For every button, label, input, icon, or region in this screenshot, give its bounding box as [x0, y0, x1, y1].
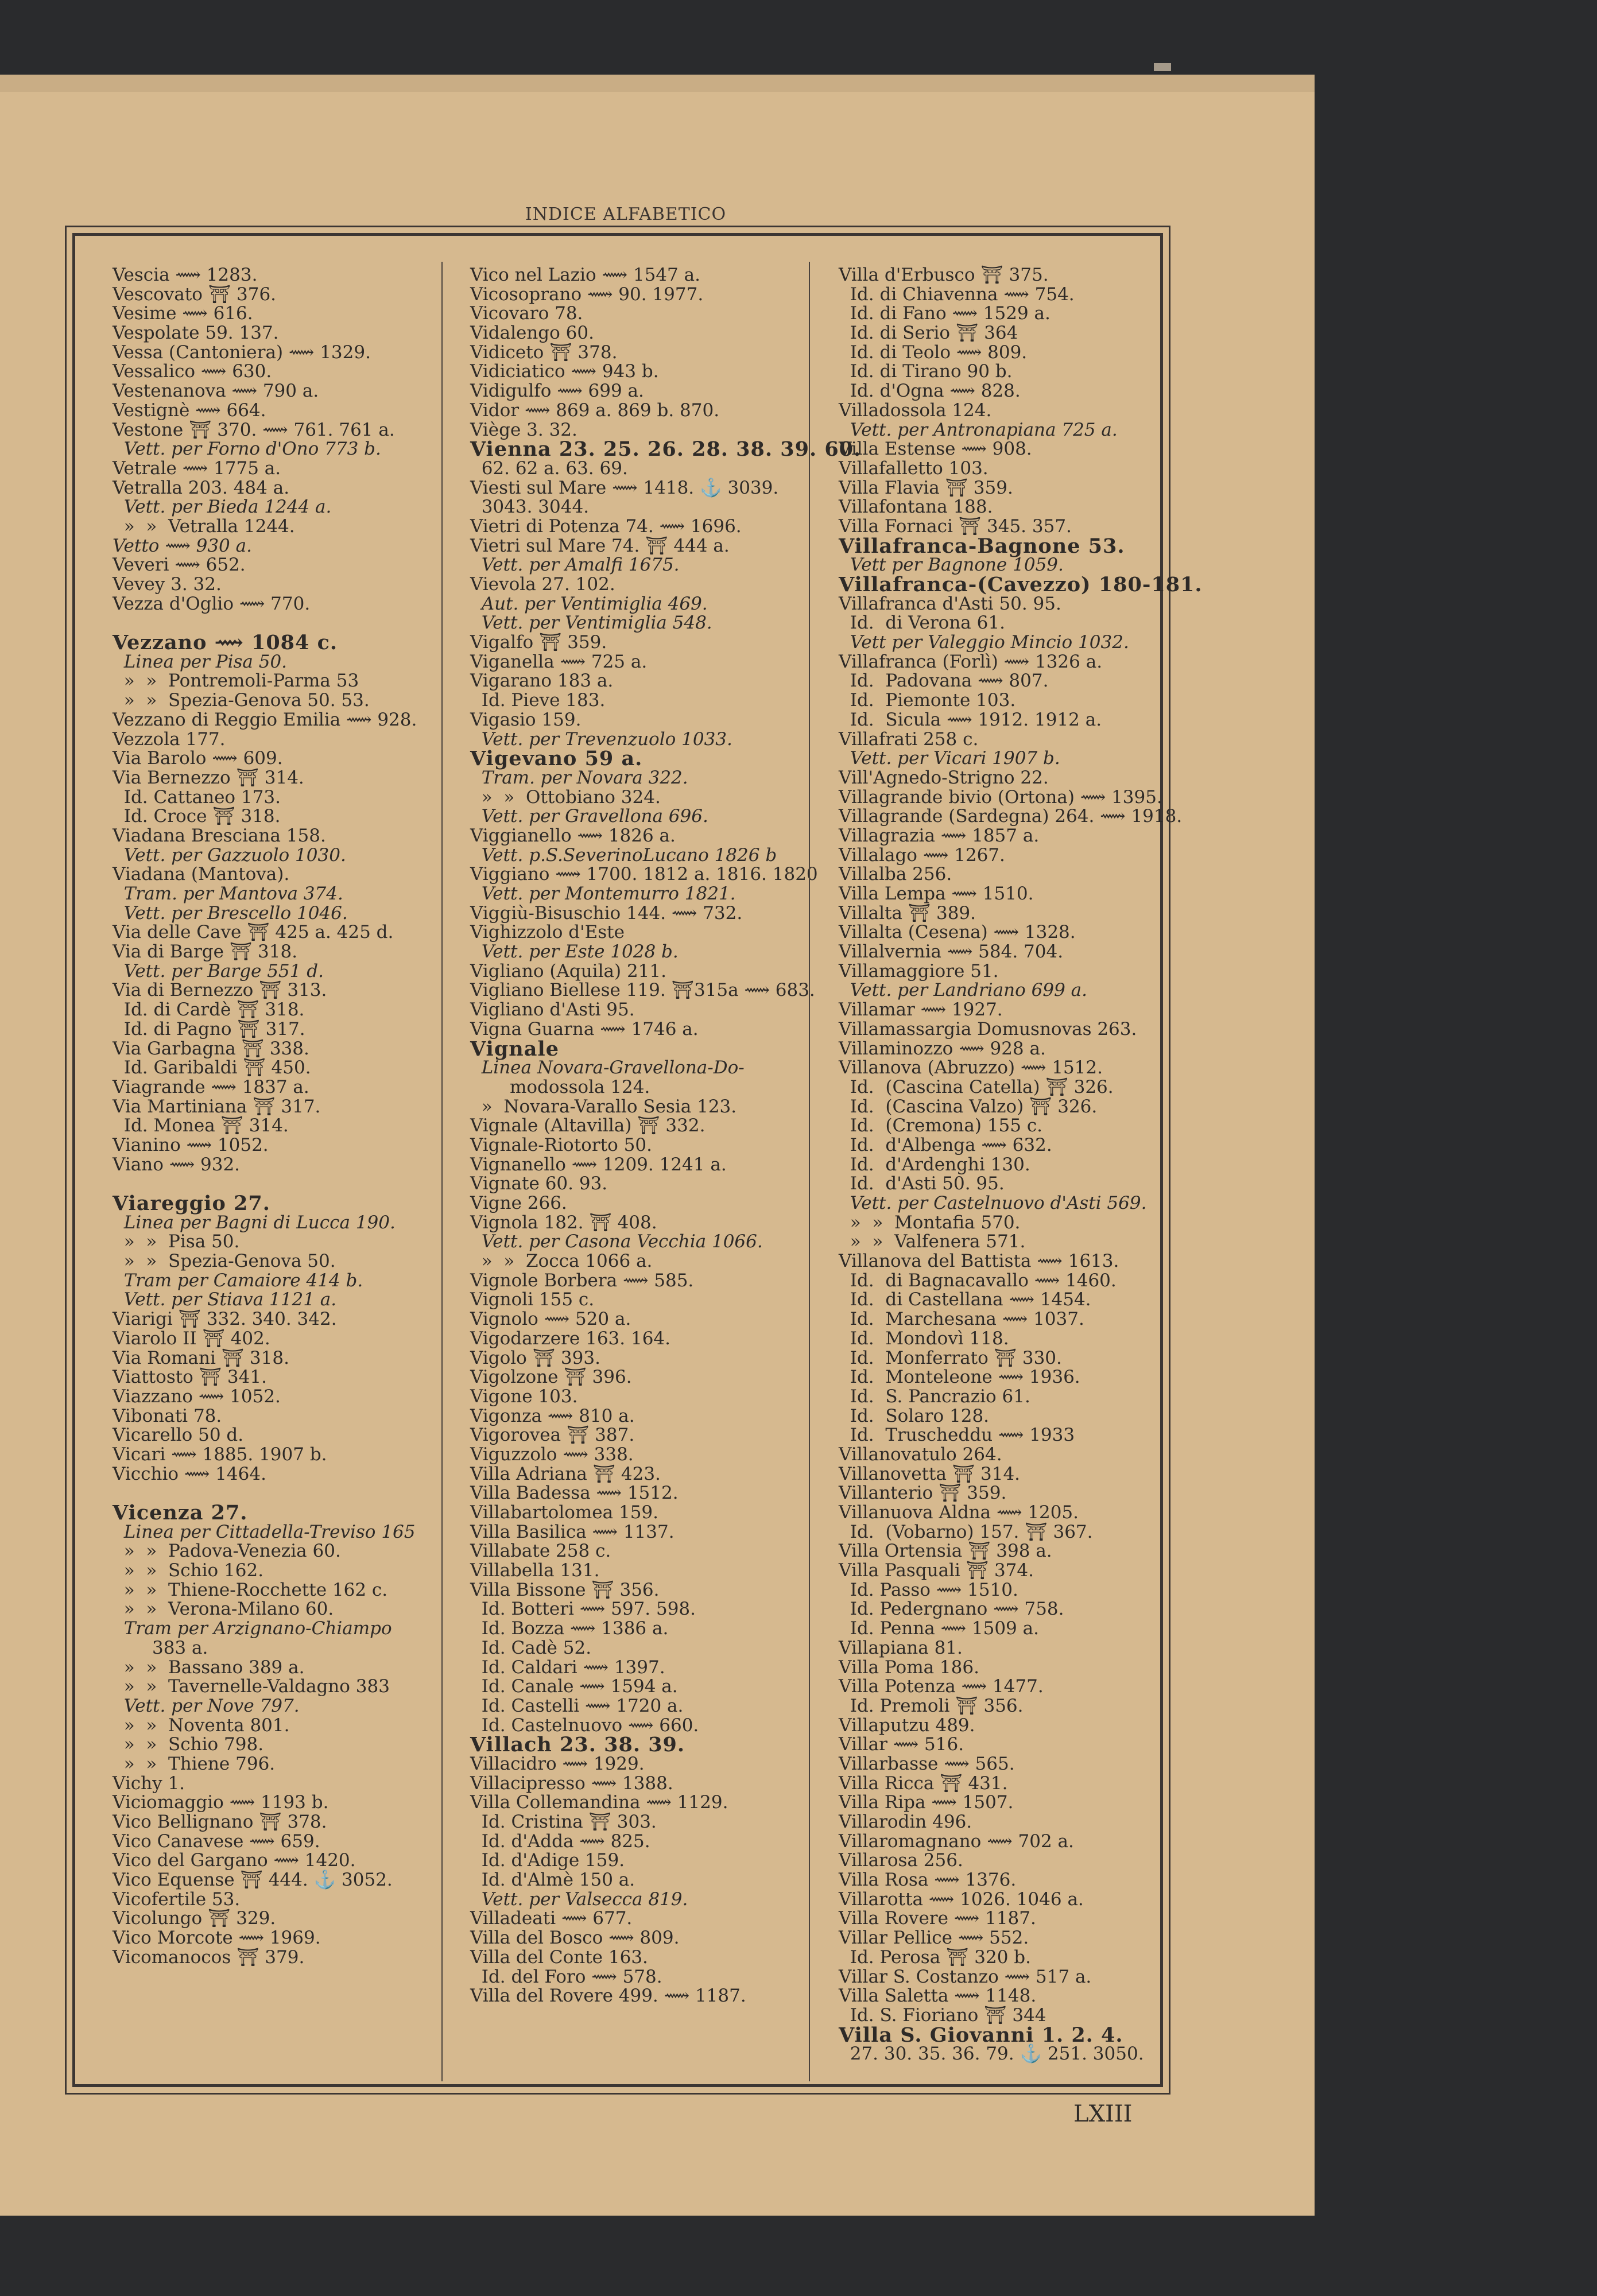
index-entry: Villanterio ⛩ 359.: [839, 1483, 1007, 1504]
index-entry: Villa del Rovere 499. ⟿ 1187.: [470, 1985, 746, 2007]
index-entry: Vicarello 50 d.: [113, 1425, 244, 1446]
index-entry: Villa Rovere ⟿ 1187.: [839, 1908, 1036, 1929]
index-entry: Vett. per Valsecca 819.: [470, 1888, 688, 1910]
index-entry: Villar S. Costanzo ⟿ 517 a.: [839, 1966, 1092, 1987]
index-entry: Vill'Agnedo-Strigno 22.: [839, 767, 1049, 788]
index-entry: Villacidro ⟿ 1929.: [470, 1753, 645, 1774]
index-entry: Viciomaggio ⟿ 1193 b.: [113, 1792, 329, 1813]
index-entry: Id. d'Ardenghi 130.: [839, 1154, 1030, 1175]
index-entry: Vett. per Landriano 699 a.: [839, 980, 1088, 1001]
index-entry: Vignate 60. 93.: [470, 1173, 608, 1194]
index-frame: [65, 226, 1203, 2095]
index-entry: Via Bernezzo ⛩ 314.: [113, 767, 304, 788]
index-entry: Id. di Chiavenna ⟿ 754.: [839, 284, 1075, 305]
index-entry: Vigasio 159.: [470, 709, 582, 730]
index-entry: Id. di Cardè ⛩ 318.: [113, 999, 305, 1021]
index-entry: Villafrati 258 c.: [839, 728, 979, 750]
index-entry: » » Tavernelle-Valdagno 383: [113, 1676, 390, 1697]
index-entry: Via Garbagna ⛩ 338.: [113, 1038, 309, 1059]
index-entry: Id. Cadè 52.: [470, 1637, 592, 1658]
index-entry: Id. Truscheddu ⟿ 1933: [839, 1425, 1075, 1446]
index-entry: » » Bassano 389 a.: [113, 1657, 305, 1678]
index-entry: Vigliano Biellese 119. ⛩315a ⟿ 683.: [470, 980, 815, 1001]
index-entry: Villagrande (Sardegna) 264. ⟿ 1918.: [839, 806, 1183, 827]
index-entry: Vezza d'Oglio ⟿ 770.: [113, 593, 311, 614]
index-entry: Vesime ⟿ 616.: [113, 303, 253, 324]
index-entry: » » Noventa 801.: [113, 1715, 290, 1736]
index-entry: Id. Pedergnano ⟿ 758.: [839, 1599, 1064, 1620]
index-entry: Vigliano (Aquila) 211.: [470, 960, 666, 982]
index-entry: Villafalletto 103.: [839, 457, 989, 479]
index-entry: Vigorovea ⛩ 387.: [470, 1425, 635, 1446]
index-entry: Id. d'Ogna ⟿ 828.: [839, 381, 1021, 402]
index-entry: Vett per Valeggio Mincio 1032.: [839, 632, 1129, 653]
index-entry: Id. d'Albenga ⟿ 632.: [839, 1134, 1052, 1155]
index-entry: Via Martiniana ⛩ 317.: [113, 1096, 321, 1117]
page-header: INDICE ALFABETICO: [525, 204, 727, 224]
index-entry: Id. Mondovì 118.: [839, 1328, 1009, 1349]
index-entry: Villanova (Abruzzo) ⟿ 1512.: [839, 1057, 1103, 1079]
index-entry: Villa del Conte 163.: [470, 1946, 648, 1968]
index-entry: Vetto ⟿ 930 a.: [113, 535, 252, 556]
index-entry: Vestone ⛩ 370. ⟿ 761. 761 a.: [113, 419, 395, 440]
index-entry: Vidor ⟿ 869 a. 869 b. 870.: [470, 400, 720, 421]
index-entry: Vespolate 59. 137.: [113, 323, 279, 344]
index-entry: Vett. per Trevenzuolo 1033.: [470, 728, 732, 750]
index-entry: Viesti sul Mare ⟿ 1418. ⚓ 3039.: [470, 477, 779, 498]
column-divider-1: [441, 262, 443, 2081]
index-entry: Id. Pieve 183.: [470, 690, 606, 711]
index-entry: Villa del Bosco ⟿ 809.: [470, 1927, 680, 1949]
index-entry: Vigolo ⛩ 393.: [470, 1347, 600, 1368]
index-entry: Vidiciatico ⟿ 943 b.: [470, 361, 659, 382]
index-entry: Villa Fornaci ⛩ 345. 357.: [839, 515, 1072, 537]
index-entry: Viggiano ⟿ 1700. 1812 a. 1816. 1820: [470, 864, 818, 885]
index-entry: Vetrale ⟿ 1775 a.: [113, 457, 281, 479]
index-entry: Id. del Foro ⟿ 578.: [470, 1966, 662, 1987]
index-entry: Vicchio ⟿ 1464.: [113, 1463, 266, 1484]
index-entry: Villabella 131.: [470, 1560, 600, 1581]
index-entry: » » Spezia-Genova 50. 53.: [113, 690, 370, 711]
tape-mark: [1154, 63, 1171, 71]
index-entry: Viano ⟿ 932.: [113, 1154, 241, 1175]
index-entry: Villach 23. 38. 39.: [470, 1733, 685, 1757]
index-entry: Via di Bernezzo ⛩ 313.: [113, 980, 327, 1001]
index-entry: Id. Monferrato ⛩ 330.: [839, 1347, 1062, 1368]
index-entry: » » Valfenera 571.: [839, 1231, 1026, 1252]
index-entry: » » Thiene 796.: [113, 1753, 276, 1774]
index-entry: Id. Cattaneo 173.: [113, 786, 281, 808]
index-entry: Vett. per Antronapiana 725 a.: [839, 419, 1118, 440]
index-entry: Vigliano d'Asti 95.: [470, 999, 635, 1021]
index-entry: Viareggio 27.: [113, 1192, 270, 1215]
index-entry: Vett. per Brescello 1046.: [113, 902, 348, 924]
index-entry: Vienna 23. 25. 26. 28. 38. 39. 60.: [470, 437, 862, 461]
index-entry: Via Barolo ⟿ 609.: [113, 748, 283, 769]
index-entry: Id. di Pagno ⛩ 317.: [113, 1018, 305, 1040]
index-entry: Villadeati ⟿ 677.: [470, 1908, 633, 1929]
index-entry: Villamar ⟿ 1927.: [839, 999, 1003, 1021]
index-entry: Villalvernia ⟿ 584. 704.: [839, 941, 1064, 963]
index-entry: Vico Bellignano ⛩ 378.: [113, 1812, 327, 1832]
index-entry: Vico Morcote ⟿ 1969.: [113, 1927, 321, 1949]
index-entry: Vignanello ⟿ 1209. 1241 a.: [470, 1154, 727, 1175]
index-entry: Id. di Serio ⛩ 364: [839, 323, 1018, 344]
index-column-2: [470, 266, 861, 2006]
index-entry: » » Padova-Venezia 60.: [113, 1541, 341, 1562]
index-entry: Id. d'Adda ⟿ 825.: [470, 1830, 650, 1852]
index-entry: » » Verona-Milano 60.: [113, 1599, 334, 1620]
index-entry: Viganella ⟿ 725 a.: [470, 651, 648, 672]
index-entry: Id. S. Fioriano ⛩ 344: [839, 2004, 1046, 2026]
index-entry: Villa Saletta ⟿ 1148.: [839, 1985, 1037, 2007]
index-entry: Vignale-Riotorto 50.: [470, 1134, 652, 1155]
index-entry: Vett. per Este 1028 b.: [470, 941, 679, 963]
index-entry: Vett. per Forno d'Ono 773 b.: [113, 439, 381, 460]
index-entry: Id. S. Pancrazio 61.: [839, 1386, 1030, 1407]
index-entry: » » Thiene-Rocchette 162 c.: [113, 1579, 388, 1600]
index-entry: Id. Passo ⟿ 1510.: [839, 1579, 1018, 1600]
index-entry: 27. 30. 35. 36. 79. ⚓ 251. 3050.: [839, 2043, 1144, 2065]
index-entry: Vessalico ⟿ 630.: [113, 361, 272, 382]
index-entry: Vicovaro 78.: [470, 303, 583, 324]
index-entry: Villar ⟿ 516.: [839, 1734, 964, 1755]
index-entry: » » Schio 798.: [113, 1734, 264, 1755]
index-entry: Id. d'Asti 50. 95.: [839, 1173, 1005, 1194]
index-entry: Id. Bozza ⟿ 1386 a.: [470, 1618, 669, 1639]
index-entry: Viazzano ⟿ 1052.: [113, 1386, 281, 1407]
index-entry: Id. (Vobarno) 157. ⛩ 367.: [839, 1521, 1093, 1542]
index-entry: Vidalengo 60.: [470, 323, 594, 344]
index-entry: » » Vetralla 1244.: [113, 515, 295, 537]
index-entry: Villaputzu 489.: [839, 1715, 975, 1736]
index-entry: Tram per Camaiore 414 b.: [113, 1270, 363, 1291]
index-entry: Linea per Pisa 50.: [113, 651, 288, 672]
index-entry: modossola 124.: [470, 1076, 650, 1097]
index-entry: Vett. per Casona Vecchia 1066.: [470, 1231, 763, 1252]
index-entry: Vett. per Vicari 1907 b.: [839, 748, 1060, 769]
index-entry: Id. Cristina ⛩ 303.: [470, 1812, 657, 1832]
index-entry: Id. Caldari ⟿ 1397.: [470, 1657, 665, 1678]
index-entry: Villalta ⛩ 389.: [839, 902, 976, 924]
index-entry: Villafranca d'Asti 50. 95.: [839, 593, 1061, 614]
index-entry: » » Ottobiano 324.: [470, 786, 661, 808]
index-entry: » » Montafia 570.: [839, 1212, 1021, 1233]
index-entry: Vigna Guarna ⟿ 1746 a.: [470, 1018, 699, 1040]
index-entry: Id. Piemonte 103.: [839, 690, 1016, 711]
index-entry: Vietri sul Mare 74. ⛩ 444 a.: [470, 535, 730, 556]
index-entry: Villarodin 496.: [839, 1812, 972, 1832]
index-entry: Villafranca-(Cavezzo) 180-181.: [839, 573, 1203, 596]
index-entry: Villaminozzo ⟿ 928 a.: [839, 1038, 1046, 1059]
index-entry: Vestignè ⟿ 664.: [113, 400, 266, 421]
index-entry: Villa Ricca ⛩ 431.: [839, 1773, 1008, 1794]
index-entry: Villa Pasquali ⛩ 374.: [839, 1560, 1034, 1581]
index-entry: Id. di Bagnacavallo ⟿ 1460.: [839, 1270, 1117, 1291]
index-entry: Villagrande bivio (Ortona) ⟿ 1395.: [839, 786, 1162, 808]
index-entry: Vigevano 59 a.: [470, 747, 643, 771]
index-entry: Villa Ripa ⟿ 1507.: [839, 1792, 1014, 1813]
index-column-1: [113, 266, 417, 1968]
index-entry: Vicolungo ⛩ 329.: [113, 1908, 276, 1929]
index-column-3: [839, 266, 1203, 2064]
index-entry: Villa Collemandina ⟿ 1129.: [470, 1792, 728, 1813]
index-entry: Id. Castelnuovo ⟿ 660.: [470, 1715, 699, 1736]
index-entry: Id. di Teolo ⟿ 809.: [839, 342, 1028, 363]
index-entry: Villamassargia Domusnovas 263.: [839, 1018, 1137, 1040]
index-entry: Tram. per Mantova 374.: [113, 883, 343, 904]
index-entry: Tram per Arzignano-Chiampo: [113, 1618, 392, 1639]
index-entry: Villa S. Giovanni 1. 2. 4.: [839, 2023, 1123, 2047]
index-entry: Vignola 182. ⛩ 408.: [470, 1212, 657, 1233]
index-entry: Villafranca-Bagnone 53.: [839, 534, 1125, 558]
index-entry: Veveri ⟿ 652.: [113, 554, 246, 576]
index-entry: Viarigi ⛩ 332. 340. 342.: [113, 1309, 337, 1330]
index-entry: Vigonza ⟿ 810 a.: [470, 1405, 635, 1426]
index-entry: Id. (Cascina Valzo) ⛩ 326.: [839, 1096, 1098, 1117]
index-entry: Via Romani ⛩ 318.: [113, 1347, 289, 1368]
index-entry: Vibonati 78.: [113, 1405, 222, 1426]
index-entry: Vett. per Montemurro 1821.: [470, 883, 736, 904]
index-entry: Vett. per Stiava 1121 a.: [113, 1289, 337, 1310]
index-entry: Viggiù-Bisuschio 144. ⟿ 732.: [470, 902, 743, 924]
index-entry: Vignale (Altavilla) ⛩ 332.: [470, 1115, 706, 1137]
index-entry: Vett. p.S.SeverinoLucano 1826 b: [470, 844, 777, 866]
index-entry: Vetralla 203. 484 a.: [113, 477, 290, 498]
index-entry: Vett. per Gravellona 696.: [470, 806, 708, 827]
index-entry: Villanovetta ⛩ 314.: [839, 1463, 1021, 1484]
index-entry: » Novara-Varallo Sesia 123.: [470, 1096, 737, 1117]
index-entry: Id. Monea ⛩ 314.: [113, 1115, 289, 1137]
index-entry: Villacipresso ⟿ 1388.: [470, 1773, 673, 1794]
index-entry: Vett. per Nove 797.: [113, 1695, 300, 1716]
index-entry: Linea per Bagni di Lucca 190.: [113, 1212, 396, 1233]
index-entry: Villa Badessa ⟿ 1512.: [470, 1483, 679, 1504]
index-entry: [113, 1484, 417, 1503]
index-entry: » » Spezia-Genova 50.: [113, 1251, 336, 1272]
index-entry: Id. Padovana ⟿ 807.: [839, 670, 1049, 692]
index-entry: Villa Basilica ⟿ 1137.: [470, 1521, 675, 1542]
index-entry: Villa Ortensia ⛩ 398 a.: [839, 1541, 1052, 1562]
index-entry: Linea per Cittadella-Treviso 165: [113, 1521, 416, 1542]
index-entry: Viattosto ⛩ 341.: [113, 1367, 267, 1388]
column-divider-2: [809, 262, 810, 2081]
index-entry: Id. di Fano ⟿ 1529 a.: [839, 303, 1051, 324]
index-entry: Vichy 1.: [113, 1773, 185, 1794]
index-entry: Villanuova Aldna ⟿ 1205.: [839, 1502, 1079, 1523]
index-entry: » » Schio 162.: [113, 1560, 264, 1581]
index-entry: Id. Penna ⟿ 1509 a.: [839, 1618, 1039, 1639]
index-entry: Vignoli 155 c.: [470, 1289, 595, 1310]
index-entry: Vestenanova ⟿ 790 a.: [113, 381, 319, 402]
index-entry: Villarbasse ⟿ 565.: [839, 1753, 1015, 1774]
index-entry: Vett. per Amalfi 1675.: [470, 554, 680, 576]
index-entry: Vigarano 183 a.: [470, 670, 614, 692]
index-entry: Id. Botteri ⟿ 597. 598.: [470, 1599, 696, 1620]
index-entry: Tram. per Novara 322.: [470, 767, 688, 788]
index-entry: Villalta (Cesena) ⟿ 1328.: [839, 922, 1076, 943]
index-entry: Vigolzone ⛩ 396.: [470, 1367, 632, 1388]
index-entry: Viadana Bresciana 158.: [113, 825, 326, 846]
index-entry: Vico nel Lazio ⟿ 1547 a.: [470, 265, 700, 285]
index-entry: Vicari ⟿ 1885. 1907 b.: [113, 1444, 327, 1465]
index-entry: Id. Castelli ⟿ 1720 a.: [470, 1695, 684, 1716]
index-entry: Viggianello ⟿ 1826 a.: [470, 825, 676, 846]
index-entry: Villagrazia ⟿ 1857 a.: [839, 825, 1040, 846]
page-number: LXIII: [1073, 2101, 1133, 2127]
index-entry: Villamaggiore 51.: [839, 960, 999, 982]
index-entry: Vigne 266.: [470, 1193, 567, 1213]
index-entry: Id. Sicula ⟿ 1912. 1912 a.: [839, 709, 1102, 730]
index-entry: Villa d'Erbusco ⛩ 375.: [839, 265, 1049, 285]
index-entry: Id. Monteleone ⟿ 1936.: [839, 1367, 1080, 1388]
index-entry: Id. di Verona 61.: [839, 612, 1005, 634]
index-entry: Vianino ⟿ 1052.: [113, 1134, 269, 1155]
index-entry: Id. Croce ⛩ 318.: [113, 806, 281, 827]
index-entry: Vigalfo ⛩ 359.: [470, 632, 607, 653]
index-entry: Vignole Borbera ⟿ 585.: [470, 1270, 694, 1291]
index-entry: Villadossola 124.: [839, 400, 992, 421]
index-entry: Villa Poma 186.: [839, 1657, 979, 1678]
index-entry: Villabate 258 c.: [470, 1541, 611, 1562]
index-entry: Vico Canavese ⟿ 659.: [113, 1830, 320, 1852]
index-entry: Id. (Cascina Catella) ⛩ 326.: [839, 1076, 1114, 1097]
index-entry: Via delle Cave ⛩ 425 a. 425 d.: [113, 922, 394, 943]
index-entry: Vievola 27. 102.: [470, 574, 615, 595]
index-entry: Linea Novara-Gravellona-Do-: [470, 1057, 745, 1079]
index-entry: Id. Canale ⟿ 1594 a.: [470, 1676, 678, 1697]
index-entry: Villar Pellice ⟿ 552.: [839, 1927, 1029, 1949]
index-entry: Vezzano di Reggio Emilia ⟿ 928.: [113, 709, 417, 730]
index-entry: Vicosoprano ⟿ 90. 1977.: [470, 284, 704, 305]
index-entry: » » Zocca 1066 a.: [470, 1251, 653, 1272]
index-entry: Vett. per Bieda 1244 a.: [113, 497, 332, 518]
index-entry: Villa Lempa ⟿ 1510.: [839, 883, 1034, 904]
index-entry: Vigodarzere 163. 164.: [470, 1328, 671, 1349]
index-entry: Vico Equense ⛩ 444. ⚓ 3052.: [113, 1870, 393, 1891]
index-entry: Via di Barge ⛩ 318.: [113, 941, 298, 963]
index-entry: » » Pisa 50.: [113, 1231, 240, 1252]
index-entry: Viarolo II ⛩ 402.: [113, 1328, 270, 1349]
index-entry: Villafontana 188.: [839, 497, 993, 518]
index-entry: Id. Solaro 128.: [839, 1405, 990, 1426]
index-entry: Villarotta ⟿ 1026. 1046 a.: [839, 1888, 1084, 1910]
index-entry: Villanova del Battista ⟿ 1613.: [839, 1251, 1119, 1272]
index-entry: Vescia ⟿ 1283.: [113, 265, 258, 285]
index-entry: Vicofertile 53.: [113, 1888, 241, 1910]
index-entry: Vett. per Castelnuovo d'Asti 569.: [839, 1193, 1147, 1213]
index-entry: Id. Marchesana ⟿ 1037.: [839, 1309, 1084, 1330]
index-entry: Vighizzolo d'Este: [470, 922, 625, 943]
index-entry: Vezzano ⟿ 1084 c.: [113, 631, 338, 655]
index-entry: » » Pontremoli-Parma 53: [113, 670, 359, 692]
index-entry: Villa Potenza ⟿ 1477.: [839, 1676, 1044, 1697]
index-entry: Vett. per Gazzuolo 1030.: [113, 844, 346, 866]
index-entry: Vescovato ⛩ 376.: [113, 284, 277, 305]
index-entry: Villarosa 256.: [839, 1850, 963, 1871]
index-entry: Vico del Gargano ⟿ 1420.: [113, 1850, 356, 1871]
index-entry: Villa Bissone ⛩ 356.: [470, 1579, 660, 1600]
index-entry: Id. di Tirano 90 b.: [839, 361, 1013, 382]
index-entry: Id. di Castellana ⟿ 1454.: [839, 1289, 1091, 1310]
index-entry: Villa Flavia ⛩ 359.: [839, 477, 1013, 498]
index-entry: Vessa (Cantoniera) ⟿ 1329.: [113, 342, 371, 363]
index-entry: Id. d'Almè 150 a.: [470, 1870, 635, 1891]
index-entry: Vett per Bagnone 1059.: [839, 554, 1064, 576]
index-entry: Vicomanocos ⛩ 379.: [113, 1946, 305, 1968]
index-entry: Vietri di Potenza 74. ⟿ 1696.: [470, 515, 742, 537]
index-entry: Villapiana 81.: [839, 1637, 963, 1658]
index-entry: Vevey 3. 32.: [113, 574, 222, 595]
index-entry: Vicenza 27.: [113, 1501, 248, 1525]
index-entry: Villa Adriana ⛩ 423.: [470, 1463, 661, 1484]
index-entry: Vett. per Barge 551 d.: [113, 960, 324, 982]
index-entry: 62. 62 a. 63. 69.: [470, 457, 628, 479]
index-entry: Viadana (Mantova).: [113, 864, 290, 885]
index-entry: Villalba 256.: [839, 864, 952, 885]
index-entry: Villalago ⟿ 1267.: [839, 844, 1005, 866]
index-entry: Villanovatulo 264.: [839, 1444, 1002, 1465]
index-entry: Id. Perosa ⛩ 320 b.: [839, 1946, 1031, 1968]
index-entry: [113, 1174, 417, 1194]
index-entry: Id. d'Adige 159.: [470, 1850, 625, 1871]
index-entry: Vignolo ⟿ 520 a.: [470, 1309, 631, 1330]
index-entry: Vignale: [470, 1037, 559, 1061]
index-entry: Villaromagnano ⟿ 702 a.: [839, 1830, 1074, 1852]
index-entry: Id. (Cremona) 155 c.: [839, 1115, 1043, 1137]
index-entry: Vett. per Ventimiglia 548.: [470, 612, 712, 634]
index-entry: Villa Rosa ⟿ 1376.: [839, 1870, 1017, 1891]
index-entry: 3043. 3044.: [470, 497, 590, 518]
index-entry: Villabartolomea 159.: [470, 1502, 659, 1523]
index-entry: Id. Premoli ⛩ 356.: [839, 1695, 1024, 1716]
index-entry: [113, 614, 417, 633]
index-entry: 383 a.: [113, 1637, 208, 1658]
index-entry: Villa Estense ⟿ 908.: [839, 439, 1032, 460]
index-entry: Villafranca (Forlì) ⟿ 1326 a.: [839, 651, 1103, 672]
index-entry: Viguzzolo ⟿ 338.: [470, 1444, 634, 1465]
index-entry: Vigone 103.: [470, 1386, 578, 1407]
index-entry: Vidigulfo ⟿ 699 a.: [470, 381, 644, 402]
index-entry: Id. Garibaldi ⛩ 450.: [113, 1057, 311, 1079]
index-entry: Aut. per Ventimiglia 469.: [470, 593, 708, 614]
index-entry: Viagrande ⟿ 1837 a.: [113, 1076, 309, 1097]
index-entry: Vidiceto ⛩ 378.: [470, 342, 618, 363]
index-entry: Vezzola 177.: [113, 728, 226, 750]
index-frame-inner: [72, 233, 1203, 2087]
index-entry: Viège 3. 32.: [470, 419, 577, 440]
